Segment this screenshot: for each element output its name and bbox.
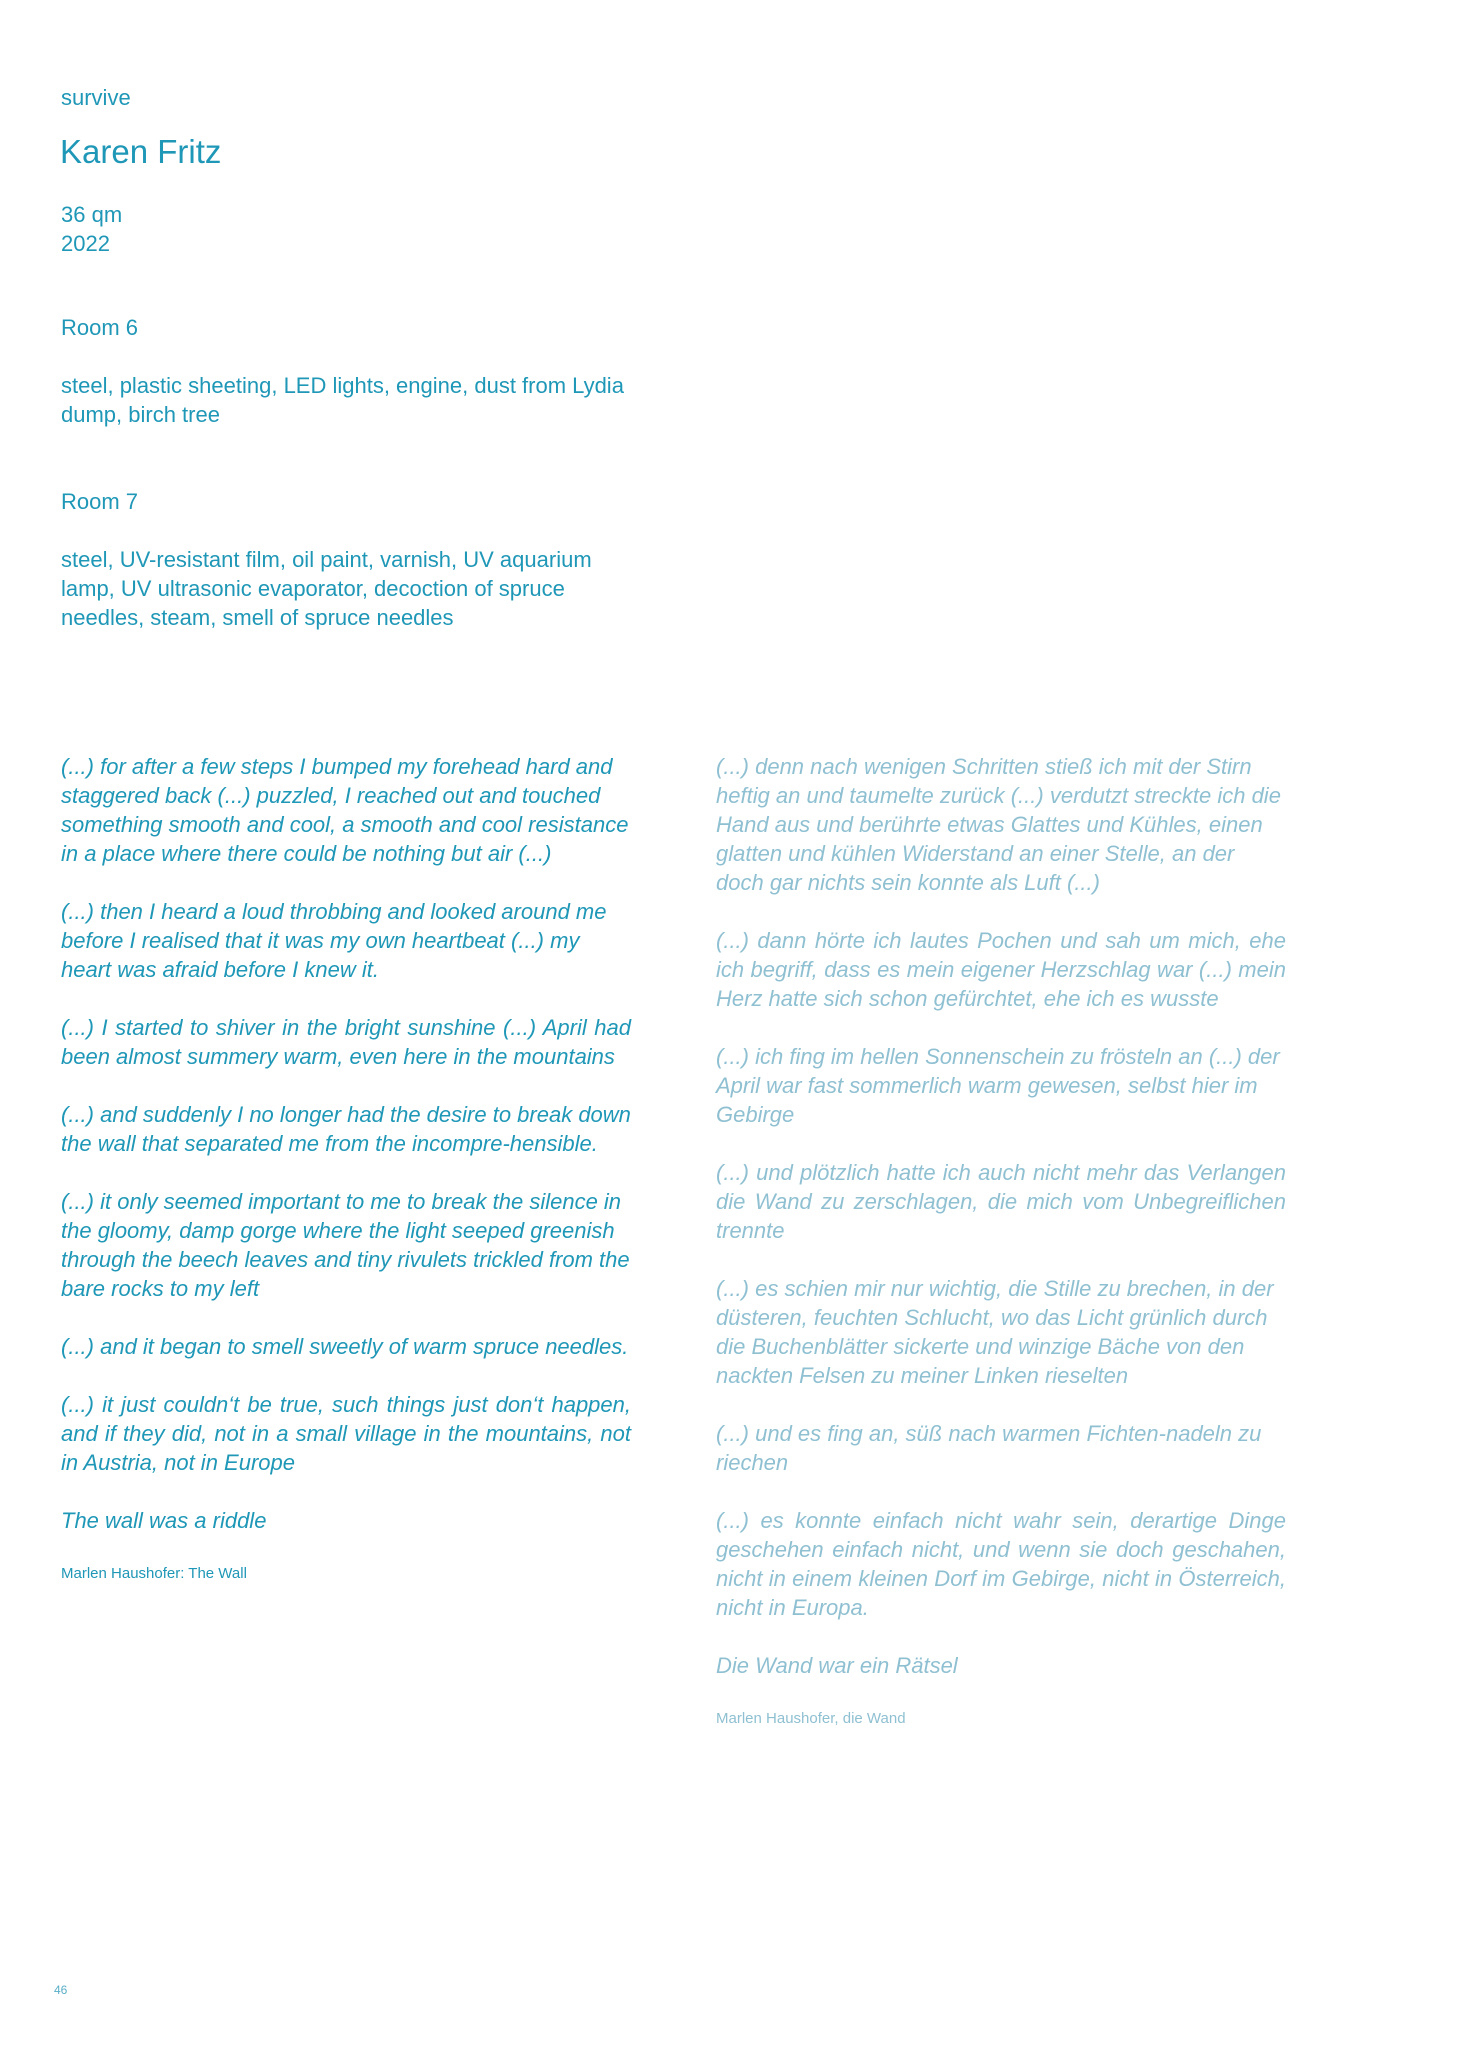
page-number: 46 [54, 1983, 68, 1997]
quote-german [716, 752, 1286, 1758]
quote-paragraph: (...) for after a few steps I bumped my forehead hard and staggered back (...) puzzled, I reached out and touched something smooth and cool, a smooth and cool resistance in a place where there could be nothing but air (...) [61, 754, 629, 866]
quote-paragraph: (...) denn nach wenigen Schritten stieß ich mit der Stirn heftig an und taumelte zurück (...) verdutzt streckte ich die Hand aus und berührte etwas Glattes und Kühles, einen glatten und kühlen Widerstand an einer Stelle, an der doch gar nichts sein konnte als Luft (...) [716, 754, 1281, 895]
quote-paragraph: (...) and suddenly I no longer had the desire to break down the wall that separated me from the incompre-hensible. [61, 1102, 631, 1156]
quote-paragraph: (...) ich fing im hellen Sonnenschein zu frösteln an (...) der April war fast sommerlich warm gewesen, selbst hier im Gebirge [716, 1044, 1280, 1127]
quote-paragraph: (...) es konnte einfach nicht wahr sein, derartige Dinge geschehen einfach nicht, und wenn sie doch geschahen, nicht in einem kleinen Dorf im Gebirge, nicht in Österreich, nicht in Europa. [716, 1508, 1286, 1620]
quote-paragraph: (...) und plötzlich hatte ich auch nicht mehr das Verlangen die Wand zu zerschlagen, die mich vom Unbegreiflichen trennte [716, 1160, 1286, 1243]
room-6-heading: Room 6 [61, 315, 139, 340]
work-size: 36 qm [61, 202, 123, 227]
quote-english [61, 752, 631, 1613]
quote-paragraph: (...) es schien mir nur wichtig, die Stille zu brechen, in der düsteren, feuchten Schlucht, wo das Licht grünlich durch die Buchenblätter sickerte und winzige Bäche von den nackten Felsen zu meiner Linken rieselten [716, 1276, 1274, 1388]
quote-paragraph: (...) I started to shiver in the bright sunshine (...) April had been almost summery warm, even here in the mountains [61, 1015, 631, 1069]
work-year: 2022 [61, 231, 110, 256]
quote-paragraph: (...) it only seemed important to me to break the silence in the gloomy, damp gorge where the light seeped greenish through the beech leaves and tiny rivulets trickled from the bare rocks to my left [61, 1189, 630, 1301]
room-7-materials: steel, UV-resistant film, oil paint, varnish, UV aquarium lamp, UV ultrasonic evaporator, decoction of spruce needles, steam, smell of spruce needles [61, 547, 592, 630]
work-details [61, 200, 122, 258]
artist-name: Karen Fritz [60, 133, 222, 170]
quote-paragraph: (...) und es fing an, süß nach warmen Fichten-nadeln zu riechen [716, 1421, 1262, 1475]
room-7-heading: Room 7 [61, 489, 139, 514]
quote-paragraph: (...) it just couldn‘t be true, such things just don‘t happen, and if they did, not in a small village in the mountains, not in Austria, not in Europe [61, 1392, 631, 1475]
quote-attribution: Marlen Haushofer, die Wand [716, 1710, 906, 1727]
exhibition-title: survive [61, 85, 131, 110]
quote-closing-line: The wall was a riddle [61, 1508, 267, 1533]
quote-paragraph: (...) then I heard a loud throbbing and looked around me before I realised that it was my own heartbeat (...) my heart was afraid before I knew it. [61, 899, 607, 982]
quote-paragraph: (...) and it began to smell sweetly of warm spruce needles. [61, 1334, 629, 1359]
quote-paragraph: (...) dann hörte ich lautes Pochen und sah um mich, ehe ich begriff, dass es mein eigener Herzschlag war (...) mein Herz hatte sich schon gefürchtet, ehe ich es wusste [716, 928, 1286, 1011]
room-6-materials: steel, plastic sheeting, LED lights, engine, dust from Lydia dump, birch tree [61, 373, 624, 427]
quote-closing-line: Die Wand war ein Rätsel [716, 1653, 958, 1678]
quote-attribution: Marlen Haushofer: The Wall [61, 1565, 247, 1582]
